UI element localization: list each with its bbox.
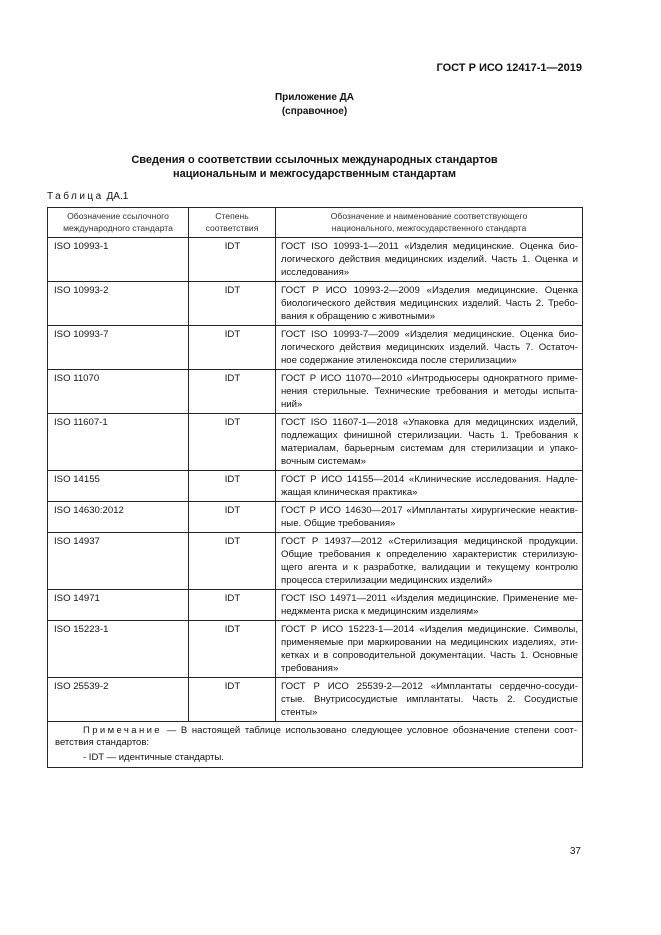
intl-standard: ISO 11607-1 (54, 417, 108, 428)
document-code: ГОСТ Р ИСО 12417-1—2019 (436, 62, 582, 74)
national-standard-line: биологического действия медицинских изделий. Часть 2. Требо- (281, 298, 578, 309)
national-standard-cell (276, 533, 583, 590)
national-standard-line: подлежащих финишной стерилизации. Часть 1. Требования к (281, 430, 578, 441)
header-degree (189, 208, 276, 238)
intl-standard-cell (48, 414, 189, 471)
national-standard-cell (276, 282, 583, 326)
national-standard-cell (276, 502, 583, 533)
note-label: Примечание (83, 725, 162, 736)
national-standard-line: вания к обращению с животными» (281, 311, 436, 322)
national-standard-line: нения стерильные. Технические требования и методы испыта- (281, 386, 578, 397)
header-national-standard (276, 208, 583, 238)
intl-standard: ISO 25539-2 (54, 681, 109, 692)
national-standard-line: Общие требования к определению характеристик стерилизую- (281, 549, 578, 560)
table-row (48, 533, 583, 590)
national-standard-line: неджмента риска к медицинским изделиям» (281, 606, 479, 617)
national-standard-cell (276, 414, 583, 471)
degree-cell (189, 326, 276, 370)
table-row (48, 502, 583, 533)
degree-cell (189, 678, 276, 722)
national-standard-cell (276, 621, 583, 678)
national-standard-line: ГОСТ ISO 14971—2011 «Изделия медицинские. Применение ме- (281, 593, 578, 604)
intl-standard: ISO 10993-1 (54, 241, 109, 252)
national-standard-line: ные. Общие требования» (281, 518, 396, 529)
national-standard-line: требования» (281, 663, 339, 674)
degree-cell (189, 621, 276, 678)
degree: IDT (224, 417, 241, 428)
national-standard-line: логического действия медицинских изделий. Часть 1. Оценка и (281, 254, 578, 265)
intl-standard-cell (48, 621, 189, 678)
national-standard-cell (276, 370, 583, 414)
intl-standard: ISO 14155 (54, 474, 100, 485)
intl-standard-cell (48, 678, 189, 722)
national-standard-line: ГОСТ Р ИСО 25539-2—2012 «Имплантаты сердечно-сосуди- (281, 681, 578, 692)
degree: IDT (224, 241, 241, 252)
national-standard-line: ГОСТ ISO 10993-1—2011 «Изделия медицинские. Оценка био- (281, 241, 578, 252)
national-standard-cell (276, 471, 583, 502)
note-first-line (55, 725, 577, 737)
section-title-line: Сведения о соответствии ссылочных международных стандартов (131, 154, 498, 166)
degree-cell (189, 414, 276, 471)
national-standard-line: ГОСТ Р ИСО 15223-1—2014 «Изделия медицинские. Символы, (281, 624, 578, 635)
table-note-row (48, 722, 583, 768)
national-standard-cell (276, 326, 583, 370)
national-standard-line: жащая клиническая практика» (281, 487, 418, 498)
intl-standard-cell (48, 533, 189, 590)
appendix-heading (47, 91, 582, 119)
intl-standard: ISO 11070 (54, 373, 100, 384)
degree: IDT (224, 505, 241, 516)
intl-standard: ISO 10993-7 (54, 329, 109, 340)
table-row (48, 238, 583, 282)
intl-standard-cell (48, 326, 189, 370)
national-standard-line: ное содержание этиленоксида после стерилизации» (281, 355, 517, 366)
table-caption (47, 190, 128, 204)
national-standard-line: ГОСТ Р ИСО 14155—2014 «Клинические исследования. Надле- (281, 474, 578, 485)
national-standard-line: вочным системам» (281, 456, 367, 467)
note-text: — В настоящей таблице использовано следующее условное обозначение степени соот- (166, 725, 578, 736)
table-row (48, 678, 583, 722)
degree: IDT (224, 593, 241, 604)
appendix-title: Приложение ДА (274, 92, 355, 103)
degree: IDT (224, 624, 241, 635)
intl-standard-cell (48, 502, 189, 533)
degree-cell (189, 471, 276, 502)
table-row (48, 326, 583, 370)
national-standard-line: материалам, барьерным системам для стерилизации и упако- (281, 443, 578, 454)
table-row (48, 621, 583, 678)
degree-cell (189, 238, 276, 282)
table-row (48, 471, 583, 502)
degree-cell (189, 502, 276, 533)
national-standard-line: ний» (281, 399, 303, 410)
national-standard-line: ГОСТ ISO 11607-1—2018 «Упаковка для медицинских изделий, (281, 417, 578, 428)
table-row (48, 590, 583, 621)
national-standard-line: ГОСТ Р ИСО 11070—2010 «Интродьюсеры однократного приме- (281, 373, 578, 384)
national-standard-cell (276, 678, 583, 722)
table-row (48, 414, 583, 471)
intl-standard-cell (48, 370, 189, 414)
degree-cell (189, 282, 276, 326)
degree: IDT (224, 474, 241, 485)
national-standard-line: ГОСТ Р ИСО 14630—2017 «Имплантаты хирургические неактив- (281, 505, 578, 516)
table-caption-number: ДА.1 (106, 191, 129, 202)
national-standard-line: исследования» (281, 267, 350, 278)
note-list-item: - IDT — идентичные стандарты. (83, 752, 224, 763)
intl-standard: ISO 14630:2012 (54, 505, 124, 516)
intl-standard: ISO 14937 (54, 536, 100, 547)
header-line: Степень (215, 211, 249, 221)
intl-standard-cell (48, 282, 189, 326)
national-standard-line: ГОСТ Р 14937—2012 «Стерилизация медицинской продукции. (281, 536, 578, 547)
section-title (47, 153, 582, 181)
header-line: соответствия (205, 223, 259, 233)
correspondence-table (47, 207, 583, 768)
national-standard-cell (276, 590, 583, 621)
intl-standard: ISO 15223-1 (54, 624, 109, 635)
national-standard-line: применяемые при маркировании на медицинских изделиях, эти- (281, 637, 578, 648)
section-title-line: национальным и межгосударственным стандартам (173, 168, 456, 180)
national-standard-line: щего агента и к разработке, валидации и текущему контролю (281, 562, 578, 573)
appendix-kind: (справочное) (281, 106, 348, 117)
table-caption-word: Таблица (47, 191, 104, 202)
national-standard-line: ГОСТ ISO 10993-7—2009 «Изделия медицинские. Оценка био- (281, 329, 578, 340)
degree-cell (189, 533, 276, 590)
intl-standard-cell (48, 471, 189, 502)
national-standard-line: стые. Внутрисосудистые имплантаты. Часть 2. Сосудистые (281, 694, 578, 705)
national-standard-cell (276, 238, 583, 282)
degree: IDT (224, 329, 241, 340)
intl-standard: ISO 10993-2 (54, 285, 109, 296)
table-header-row (48, 208, 583, 238)
table-row (48, 370, 583, 414)
national-standard-line: процесса стерилизации медицинских изделий» (281, 575, 493, 586)
national-standard-line: логического действия медицинских изделий. Часть 7. Остаточ- (281, 342, 578, 353)
national-standard-line: стенты» (281, 707, 318, 718)
header-line: национального, межгосударственного стандарта (331, 223, 527, 233)
note-second-line: ветствия стандартов: (55, 737, 150, 748)
degree: IDT (224, 373, 241, 384)
degree-cell (189, 590, 276, 621)
intl-standard-cell (48, 238, 189, 282)
intl-standard-cell (48, 590, 189, 621)
header-line: Обозначение ссылочного (67, 211, 169, 221)
table-row (48, 282, 583, 326)
degree: IDT (224, 285, 241, 296)
degree: IDT (224, 681, 241, 692)
national-standard-line: ГОСТ Р ИСО 10993-2—2009 «Изделия медицинские. Оценка (281, 285, 578, 296)
header-line: Обозначение и наименование соответствующего (330, 211, 528, 221)
table-note (48, 722, 583, 768)
header-intl-standard (48, 208, 189, 238)
national-standard-line: кетках и в сопроводительной документации. Часть 1. Основные (281, 650, 578, 661)
degree: IDT (224, 536, 241, 547)
intl-standard: ISO 14971 (54, 593, 100, 604)
page-number: 37 (569, 846, 581, 857)
degree-cell (189, 370, 276, 414)
header-line: международного стандарта (63, 223, 173, 233)
